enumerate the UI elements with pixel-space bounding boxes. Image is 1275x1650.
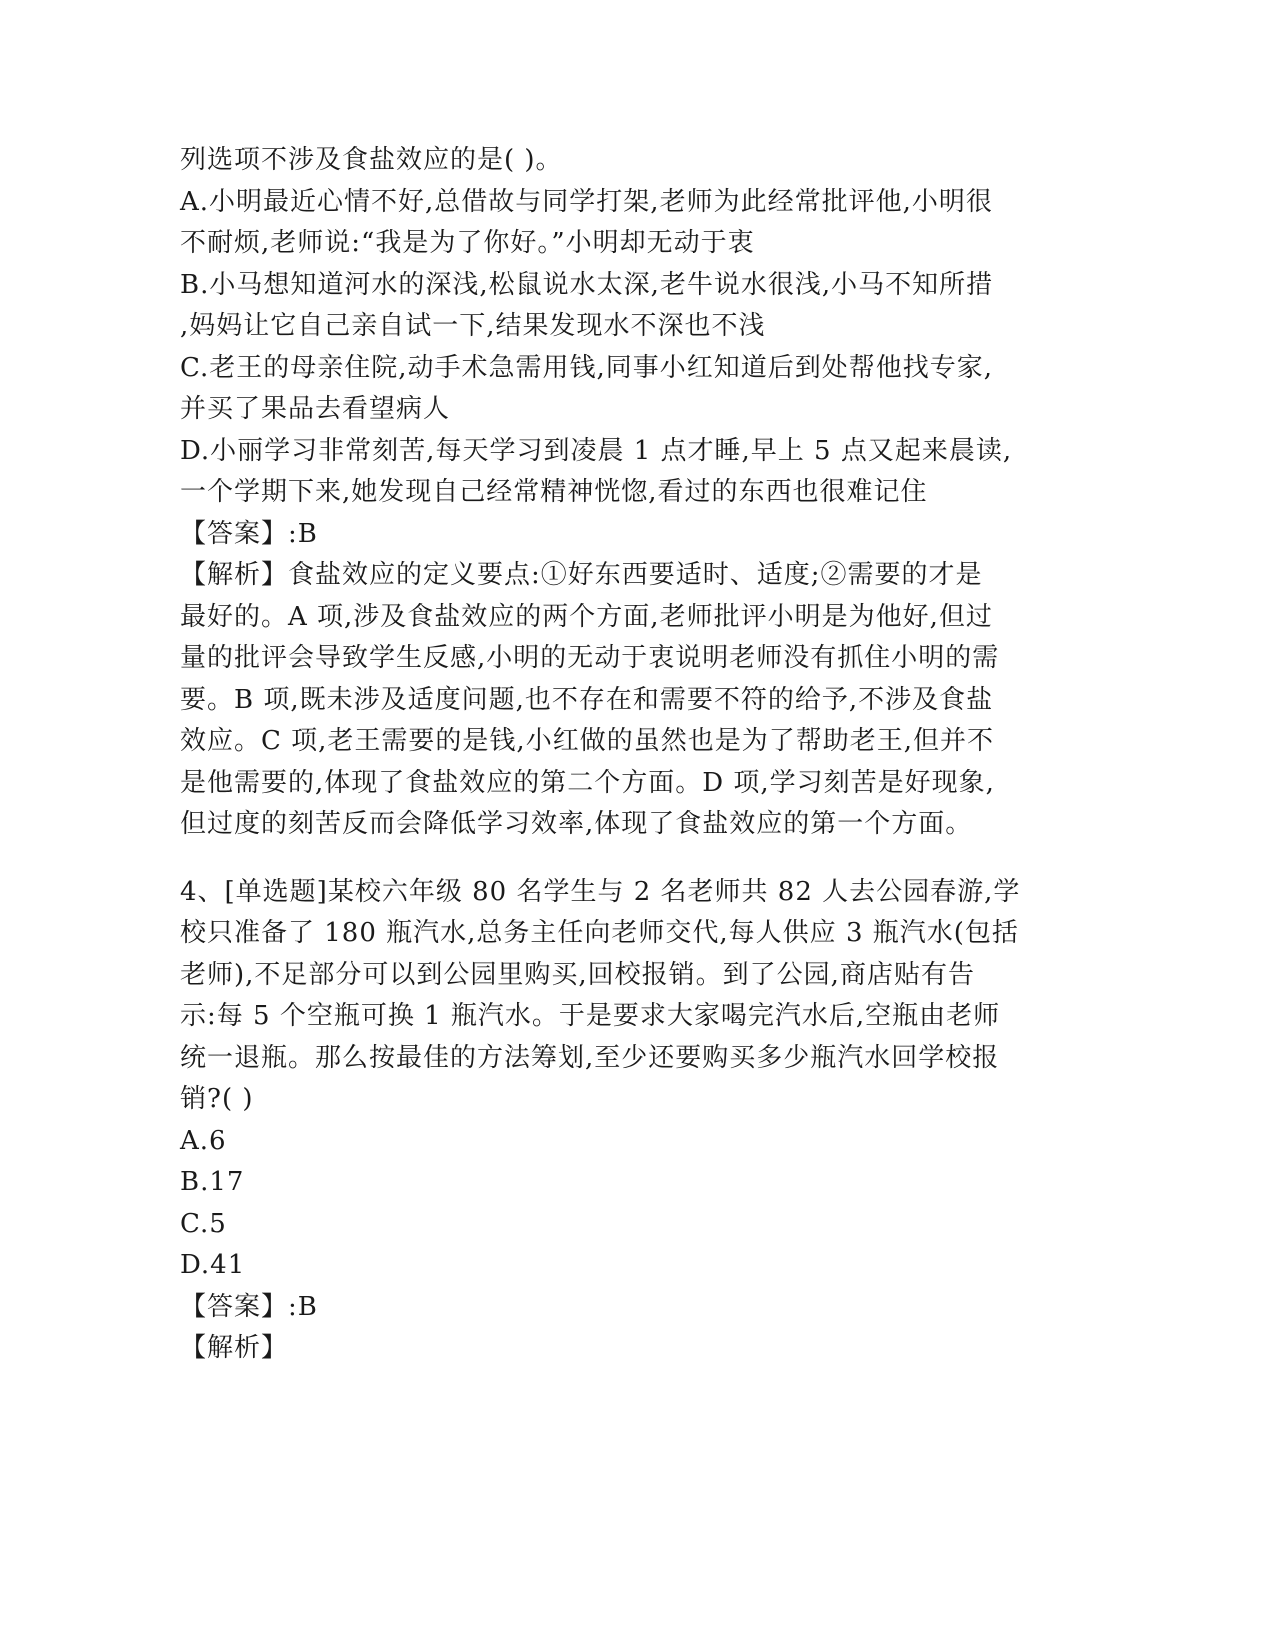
analysis-line-5: 效应。C 项,老王需要的是钱,小红做的虽然也是为了帮助老王,但并不 bbox=[180, 726, 994, 756]
answer-label: 【答案】:B bbox=[180, 1291, 318, 1322]
option-c-line-2: 并买了果品去看望病人 bbox=[180, 394, 451, 424]
question-3 bbox=[180, 140, 1095, 846]
answer-label: 【答案】:B bbox=[180, 518, 318, 549]
analysis-line-7: 但过度的刻苦反而会降低学习效率,体现了食盐效应的第一个方面。 bbox=[180, 809, 973, 839]
question-stem-line-6: 销?( ) bbox=[180, 1084, 254, 1114]
question-stem-line-3: 老师),不足部分可以到公园里购买,回校报销。到了公园,商店贴有告 bbox=[180, 959, 975, 990]
option-b-line-2: ,妈妈让它自己亲自试一下,结果发现水不深也不浅 bbox=[180, 311, 766, 341]
question-stem-line-5: 统一退瓶。那么按最佳的方法筹划,至少还要购买多少瓶汽水回学校报 bbox=[180, 1042, 1000, 1073]
analysis-line-3: 量的批评会导致学生反感,小明的无动于衷说明老师没有抓住小明的需 bbox=[180, 643, 1000, 673]
document-page bbox=[180, 140, 1095, 1370]
question-stem-line-1: 4、[单选题]某校六年级 80 名学生与 2 名老师共 82 人去公园春游,学 bbox=[180, 876, 1021, 907]
option-d-line-2: 一个学期下来,她发现自己经常精神恍惚,看过的东西也很难记住 bbox=[180, 477, 928, 507]
question-stem-line-2: 校只准备了 180 瓶汽水,总务主任向老师交代,每人供应 3 瓶汽水(包括 bbox=[180, 918, 1019, 948]
option-d: D.41 bbox=[180, 1250, 246, 1280]
option-a-line-2: 不耐烦,老师说:“我是为了你好。”小明却无动于衷 bbox=[180, 228, 755, 258]
analysis-line-2: 最好的。A 项,涉及食盐效应的两个方面,老师批评小明是为他好,但过 bbox=[180, 601, 993, 632]
option-a: A.6 bbox=[180, 1125, 227, 1156]
option-d-line-1: D.小丽学习非常刻苦,每天学习到凌晨 1 点才睡,早上 5 点又起来晨读, bbox=[180, 435, 1013, 466]
option-b-line-1: B.小马想知道河水的深浅,松鼠说水太深,老牛说水很浅,小马不知所措 bbox=[180, 269, 994, 300]
analysis-line-1: 【解析】食盐效应的定义要点:①好东西要适时、适度;②需要的才是 bbox=[180, 560, 983, 590]
analysis-line-4: 要。B 项,既未涉及适度问题,也不存在和需要不符的给予,不涉及食盐 bbox=[180, 684, 994, 715]
analysis-line-6: 是他需要的,体现了食盐效应的第二个方面。D 项,学习刻苦是好现象, bbox=[180, 767, 995, 798]
question-4 bbox=[180, 872, 1095, 1370]
question-stem-line-4: 示:每 5 个空瓶可换 1 瓶汽水。于是要求大家喝完汽水后,空瓶由老师 bbox=[180, 1001, 1001, 1031]
option-b: B.17 bbox=[180, 1167, 245, 1197]
option-c-line-1: C.老王的母亲住院,动手术急需用钱,同事小红知道后到处帮他找专家, bbox=[180, 352, 994, 383]
question-stem-tail: 列选项不涉及食盐效应的是( )。 bbox=[180, 145, 563, 175]
section-gap bbox=[180, 846, 1095, 872]
option-c: C.5 bbox=[180, 1208, 227, 1239]
analysis-label: 【解析】 bbox=[180, 1333, 289, 1363]
option-a-line-1: A.小明最近心情不好,总借故与同学打架,老师为此经常批评他,小明很 bbox=[180, 186, 993, 217]
